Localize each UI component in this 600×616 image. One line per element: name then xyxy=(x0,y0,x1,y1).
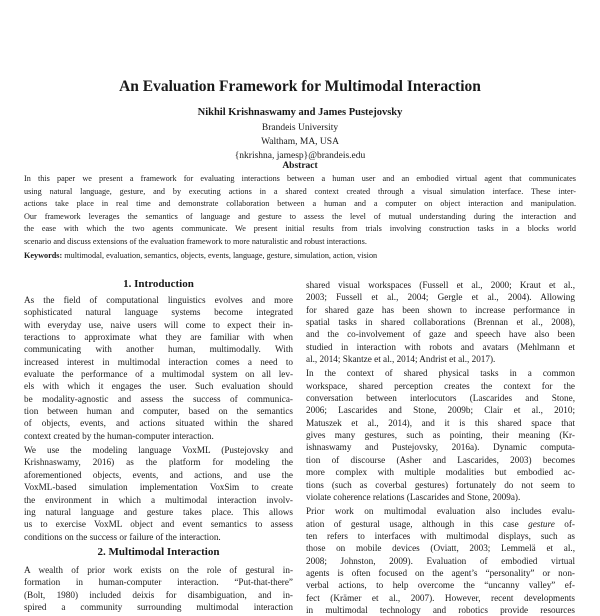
paragraph xyxy=(24,294,293,442)
author-emails: {nkrishna, jamesp}@brandeis.edu xyxy=(234,151,366,161)
keywords xyxy=(24,251,377,260)
text-line: al., 2014; Skantze et al., 2014; Andrist et al., 2017). xyxy=(306,354,496,365)
text-line: more complex with multiple modalities but embodied ac- xyxy=(306,467,575,478)
text-line: verbal actions, to help overcome the “uncanny valley” ef- xyxy=(306,580,575,591)
text-line: violate coherence relations (Lascarides and Stone, 2009a). xyxy=(306,491,521,502)
keywords-label: Keywords: xyxy=(24,251,63,260)
text-line: tion between human and computer, based on the semantics xyxy=(24,406,293,417)
paper-title: An Evaluation Framework for Multimodal Interaction xyxy=(119,78,481,95)
text-line: scenario and discuss extensions of the evaluation framework to more naturalistic and robust interactions. xyxy=(24,236,367,246)
text-line: those on mobile devices (Oviatt, 2003; Lemmelä et al., xyxy=(306,543,575,554)
text-line: shared visual workspaces (Fussell et al., 2000; Kraut et al., xyxy=(306,280,575,290)
paragraph xyxy=(306,505,575,616)
text-line: us to exercise VoxML object and event semantics to assess xyxy=(24,519,293,530)
text-line: actions take place in real time and demonstrate collaboration between a human and a computer on object interaction and manipulation. xyxy=(24,199,576,209)
text-line: (Bolt, 1980) included deixis for disambiguation, and in- xyxy=(24,589,293,600)
text-line: communicating with another human, multimodally. With xyxy=(24,344,293,355)
text-line: be modality-agnostic and assess the success of communica- xyxy=(24,393,293,404)
text-line: ation of gestural usage, although in this case gesture of- xyxy=(306,518,575,529)
affiliation-university: Brandeis University xyxy=(261,123,339,133)
paragraph xyxy=(306,367,575,503)
text-line: spired a community surrounding multimodal interaction xyxy=(24,601,293,612)
text-line: tions (such as coverbal gestures) fortunately do not seem to xyxy=(306,479,575,490)
text-line: 2008; Johnston, 2009). Evaluation of embodied virtual xyxy=(306,555,575,566)
text-line: sophisticated natural language systems become integrated xyxy=(24,307,293,318)
text-line: fect (Krämer et al., 2007). However, recent developments xyxy=(306,592,575,603)
text-line: in multimodal technology and robotics provide resources xyxy=(306,604,575,615)
text-line: studied in interaction with robots and avatars (Mehlmann et xyxy=(306,341,575,352)
text-line: gives many gestures, such as pointing, their meaning (Kr- xyxy=(306,430,575,441)
text-line: In the context of shared physical tasks in a common xyxy=(306,368,575,379)
text-line: increased interest in multimodal interaction comes a need to xyxy=(24,356,293,367)
affiliation-location: Waltham, MA, USA xyxy=(261,137,339,147)
text-line: workspace, shared perception creates the context for the xyxy=(306,380,575,391)
text-line: formation in human-computer interaction. “Put-that-there” xyxy=(24,577,293,588)
text-line: using natural language, gesture, and by executing actions in a shared context created through a visual simulation interface. These inter- xyxy=(24,186,576,196)
text-line: spatial tasks in shared collaborations (Brennan et al., 2008), xyxy=(306,317,575,328)
text-line: the environment in which a multimodal interaction involv- xyxy=(24,494,293,505)
text-line: els with which it engages the user. Such evaluation should xyxy=(24,381,293,392)
paragraph xyxy=(24,444,293,543)
text-line: conversation between interlocutors (Lascarides and Stone, xyxy=(306,393,575,404)
text-line: In this paper we present a framework for evaluating interactions between a human user and an embodied virtual agent that communicates xyxy=(24,174,576,183)
text-line: Prior work on multimodal evaluation also includes evalu- xyxy=(306,506,575,517)
text-line: and the co-involvement of gaze and speech have also been xyxy=(306,329,575,340)
text-line: evaluate the performance of a multimodal system on all lev- xyxy=(24,369,293,380)
text-line: ishnaswamy and Pustejovsky, 2016a). Dynamic computa- xyxy=(306,442,575,453)
authors: Nikhil Krishnaswamy and James Pustejovsky xyxy=(197,107,403,118)
text-line: with everyday use, naive users will come to expect their in- xyxy=(24,319,293,330)
text-line: VoxML-based simulation implementation VoxSim to create xyxy=(24,482,293,493)
text-line: agents is often focused on the agent’s “personality” or non- xyxy=(306,567,575,578)
text-line: Krishnaswamy, 2016) as the platform for modeling the xyxy=(24,457,293,468)
text-line: teractions to approximate what they are familiar with when xyxy=(24,332,293,343)
text-line: As the field of computational linguistics evolves and more xyxy=(24,295,293,305)
right-column xyxy=(306,279,575,616)
section-heading-multimodal-interaction: 2. Multimodal Interaction xyxy=(97,545,220,558)
text-line: Matuszek et al., 2014), and it is this shared space that xyxy=(306,417,575,428)
text-line: We use the modeling language VoxML (Pustejovsky and xyxy=(24,445,293,456)
abstract-heading: Abstract xyxy=(282,161,318,171)
paragraph xyxy=(24,564,293,613)
keywords-list: multimodal, evaluation, semantics, objects, events, language, gesture, simulation, action, vision xyxy=(64,251,378,260)
text-line: Our framework leverages the semantics of language and gesture to assess the level of mutual understanding during the interaction and xyxy=(24,211,576,221)
abstract-text xyxy=(24,173,576,249)
text-line: the ease with which the two agents communicate. We present initial results from trials involving construction tasks in a blocks world xyxy=(24,224,576,234)
text-line: for shared gaze has been shown to increase performance in xyxy=(306,304,575,315)
text-line: tion of discourse (Asher and Lascarides, 2003) becomes xyxy=(306,454,575,465)
left-column xyxy=(24,277,293,613)
text-line: 2003; Fussell et al., 2004; Gergle et al., 2004). Allowing xyxy=(306,292,575,303)
text-line: ing natural language and gesture takes place. This allows xyxy=(24,506,293,517)
text-line: A wealth of prior work exists on the role of gestural in- xyxy=(24,564,293,575)
text-line: context created by the human-computer interaction. xyxy=(24,430,214,441)
text-line: conditions on the success or failure of the interaction. xyxy=(24,531,221,542)
text-line: ten refers to interfaces with multimodal displays, such as xyxy=(306,530,575,541)
paragraph xyxy=(306,279,575,365)
text-line: aforementioned objects, events, and actions, and use the xyxy=(24,469,293,480)
text-line: 2006; Lascarides and Stone, 2009b; Clair et al., 2010; xyxy=(306,405,575,416)
text-line: of objects, events, and actions situated within the shared xyxy=(24,418,293,429)
section-heading-introduction: 1. Introduction xyxy=(123,278,194,290)
